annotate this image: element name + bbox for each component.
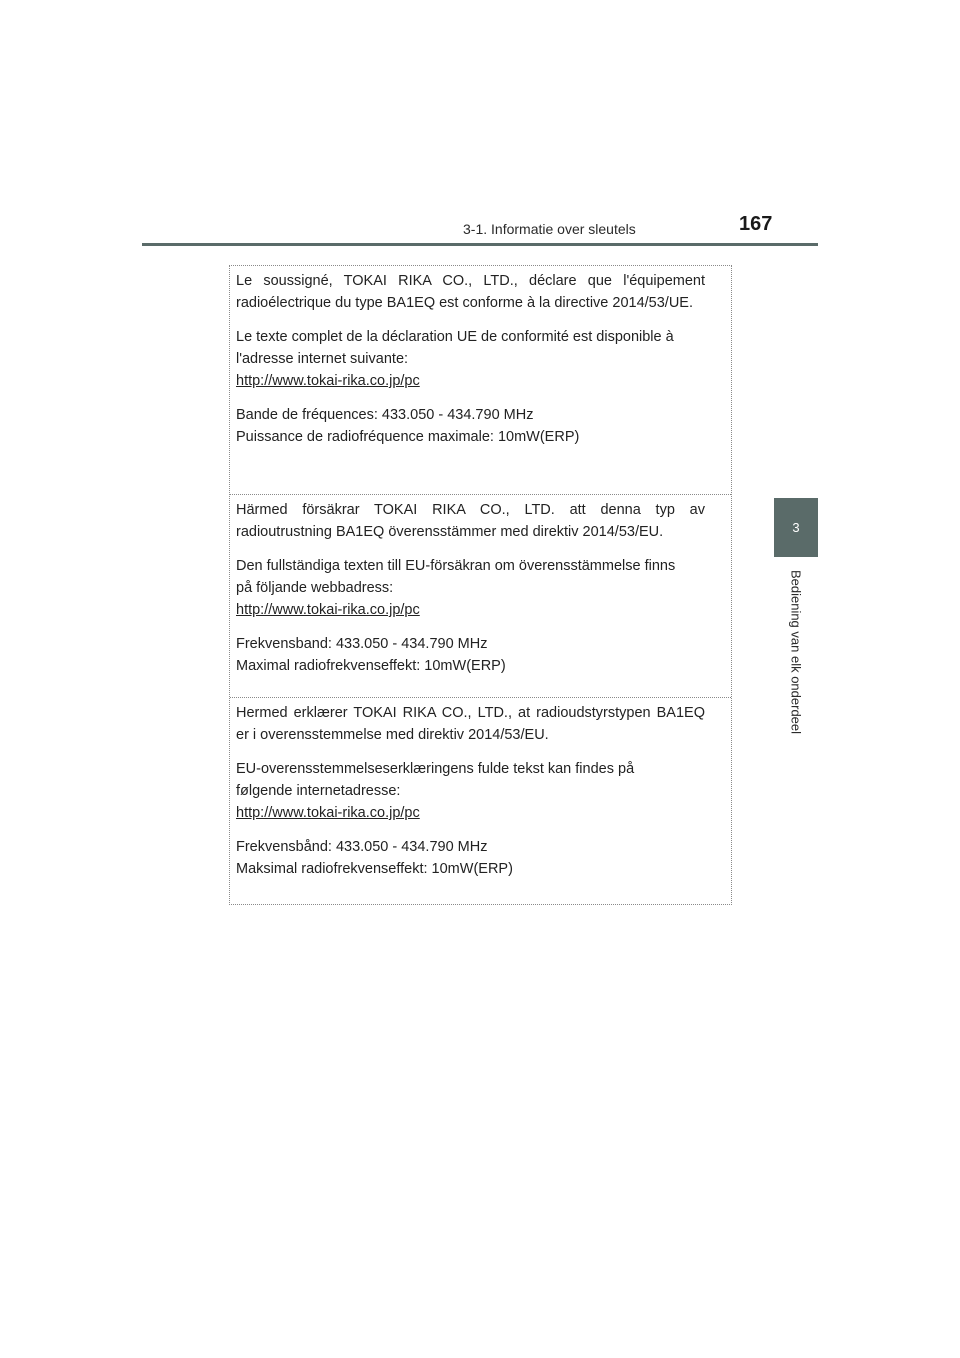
full-text-info	[236, 326, 705, 392]
section-title: 3-1. Informatie over sleutels	[463, 221, 636, 237]
full-text-info-line: EU-overensstemmelseserklæringens fulde tekst kan findes på	[236, 761, 635, 777]
max-power: Maksimal radiofrekvenseffekt: 10mW(ERP)	[236, 861, 513, 877]
block-divider	[230, 494, 731, 495]
page-number: 167	[739, 213, 773, 235]
declaration-block-danish	[230, 702, 731, 880]
frequency-info	[236, 836, 705, 880]
declarations-box	[229, 265, 732, 905]
chapter-tab: 3	[774, 498, 818, 557]
frequency-band: Bande de fréquences: 433.050 - 434.790 MHz	[236, 407, 534, 423]
frequency-info	[236, 404, 705, 448]
declaration-text: Hermed erklærer TOKAI RIKA CO., LTD., at radioudstyrstypen BA1EQ er i overensstemmelse med direktiv 2014/53/EU.	[236, 705, 705, 743]
declaration-link[interactable]: http://www.tokai-rika.co.jp/pc	[236, 805, 420, 821]
frequency-band: Frekvensband: 433.050 - 434.790 MHz	[236, 636, 488, 652]
chapter-title-text: Bediening van elk onderdeel	[788, 569, 804, 735]
full-text-info-line: Den fullständiga texten till EU-försäkran om överensstämmelse finns	[236, 558, 676, 574]
frequency-info	[236, 633, 705, 677]
full-text-info	[236, 555, 705, 621]
declaration-link[interactable]: http://www.tokai-rika.co.jp/pc	[236, 602, 420, 618]
declaration-block-swedish	[230, 499, 731, 677]
full-text-info-line: på följande webbadress:	[236, 580, 394, 596]
declaration-link[interactable]: http://www.tokai-rika.co.jp/pc	[236, 373, 420, 389]
full-text-info-line: Le texte complet de la déclaration UE de conformité est disponible à	[236, 329, 674, 345]
header-divider	[142, 243, 818, 246]
max-power: Maximal radiofrekvenseffekt: 10mW(ERP)	[236, 658, 506, 674]
full-text-info-line: l'adresse internet suivante:	[236, 351, 409, 367]
full-text-info	[236, 758, 705, 824]
block-divider	[230, 697, 731, 698]
full-text-info-line: følgende internetadresse:	[236, 783, 401, 799]
frequency-band: Frekvensbånd: 433.050 - 434.790 MHz	[236, 839, 488, 855]
max-power: Puissance de radiofréquence maximale: 10mW(ERP)	[236, 429, 580, 445]
declaration-text: Härmed försäkrar TOKAI RIKA CO., LTD. att denna typ av radioutrustning BA1EQ överensstämmer med direktiv 2014/53/EU.	[236, 502, 705, 540]
declaration-block-french	[230, 270, 731, 448]
declaration-text: Le soussigné, TOKAI RIKA CO., LTD., déclare que l'équipement radioélectrique du type BA1EQ est conforme à la directive 2014/53/UE.	[236, 273, 705, 311]
